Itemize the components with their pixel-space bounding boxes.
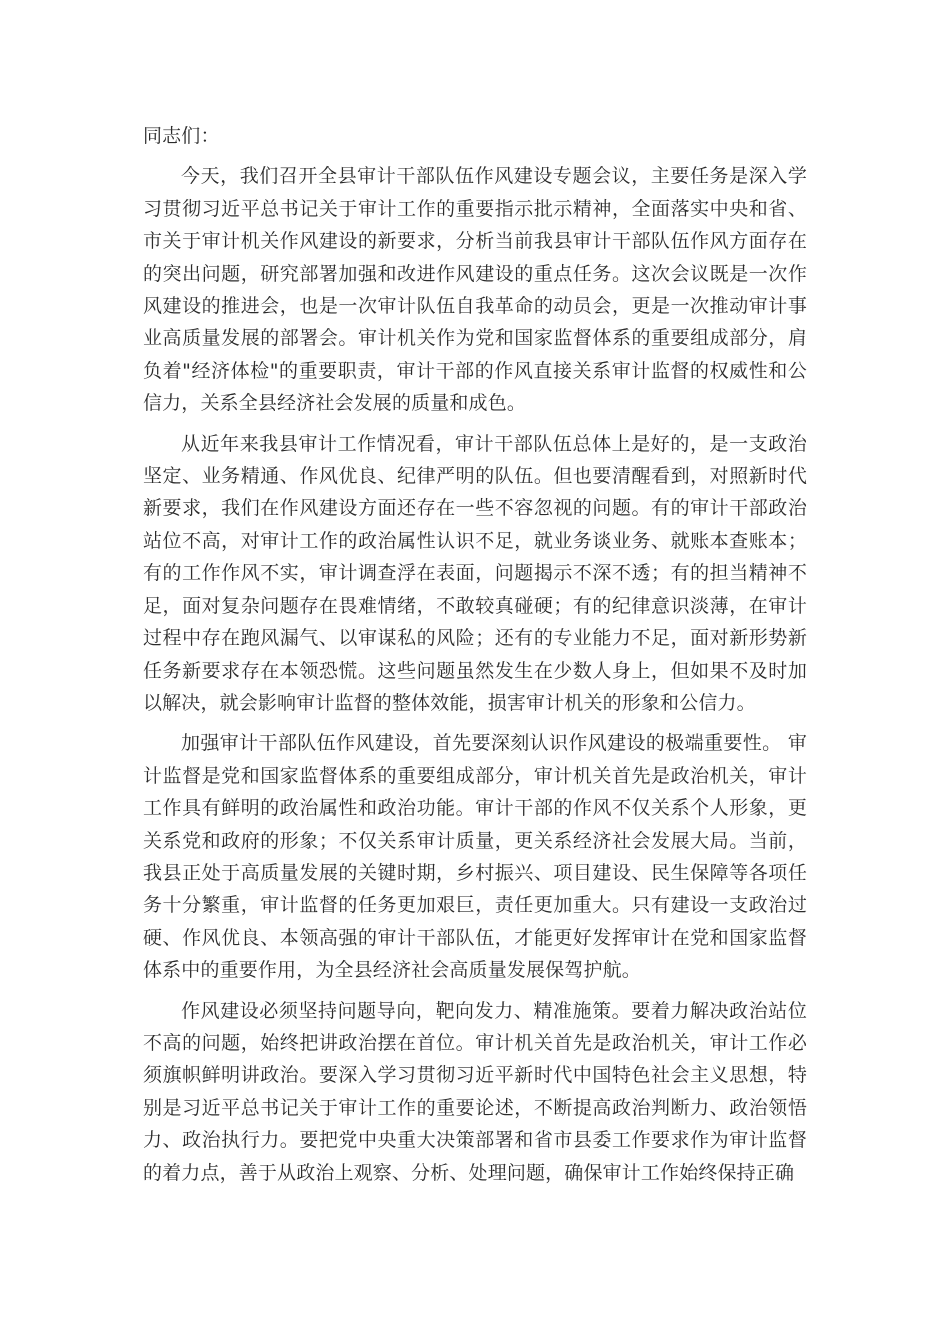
paragraph-3: 加强审计干部队伍作风建设，首先要深刻认识作风建设的极端重要性。 审计监督是党和国家监督体系的重要组成部分，审计机关首先是政治机关，审计工作具有鲜明的政治属性和政治功能。审计干部的作风不仅关系个人形象，更关系党和政府的形象；不仅关系审计质量，更关系经济社会发展大局。当前，我县正处于高质量发展的关键时期，乡村振兴、项目建设、民生保障等各项任务十分繁重，审计监督的任务更加艰巨，责任更加重大。只有建设一支政治过硬、作风优良、本领高强的审计干部队伍，才能更好发挥审计在党和国家监督体系中的重要作用，为全县经济社会高质量发展保驾护航。 — [143, 732, 807, 982]
document-page — [143, 120, 807, 1197]
paragraph-2: 从近年来我县审计工作情况看，审计干部队伍总体上是好的，是一支政治坚定、业务精通、作风优良、纪律严明的队伍。但也要清醒看到，对照新时代新要求，我们在作风建设方面还存在一些不容忽视的问题。有的审计干部政治站位不高，对审计工作的政治属性认识不足，就业务谈业务、就账本查账本；有的工作作风不实，审计调查浮在表面，问题揭示不深不透；有的担当精神不足，面对复杂问题存在畏难情绪，不敢较真碰硬；有的纪律意识淡薄，在审计过程中存在跑风漏气、以审谋私的风险；还有的专业能力不足，面对新形势新任务新要求存在本领恐慌。这些问题虽然发生在少数人身上，但如果不及时加以解决，就会影响审计监督的整体效能，损害审计机关的形象和公信力。 — [143, 432, 807, 714]
greeting: 同志们： — [143, 125, 220, 147]
paragraph-1: 今天，我们召开全县审计干部队伍作风建设专题会议，主要任务是深入学习贯彻习近平总书记关于审计工作的重要指示批示精神，全面落实中央和省、市关于审计机关作风建设的新要求，分析当前我县审计干部队伍作风方面存在的突出问题，研究部署加强和改进作风建设的重点任务。这次会议既是一次作风建设的推进会，也是一次审计队伍自我革命的动员会，更是一次推动审计事业高质量发展的部署会。审计机关作为党和国家监督体系的重要组成部分，肩负着"经济体检"的重要职责，审计干部的作风直接关系审计监督的权威性和公信力，关系全县经济社会发展的质量和成色。 — [143, 165, 807, 415]
paragraph-4: 作风建设必须坚持问题导向，靶向发力、精准施策。要着力解决政治站位不高的问题，始终把讲政治摆在首位。审计机关首先是政治机关，审计工作必须旗帜鲜明讲政治。要深入学习贯彻习近平新时代中国特色社会主义思想，特别是习近平总书记关于审计工作的重要论述，不断提高政治判断力、政治领悟力、政治执行力。要把党中央重大决策部署和省市县委工作要求作为审计监督的着力点，善于从政治上观察、分析、处理问题，确保审计工作始终保持正确 — [143, 999, 807, 1184]
